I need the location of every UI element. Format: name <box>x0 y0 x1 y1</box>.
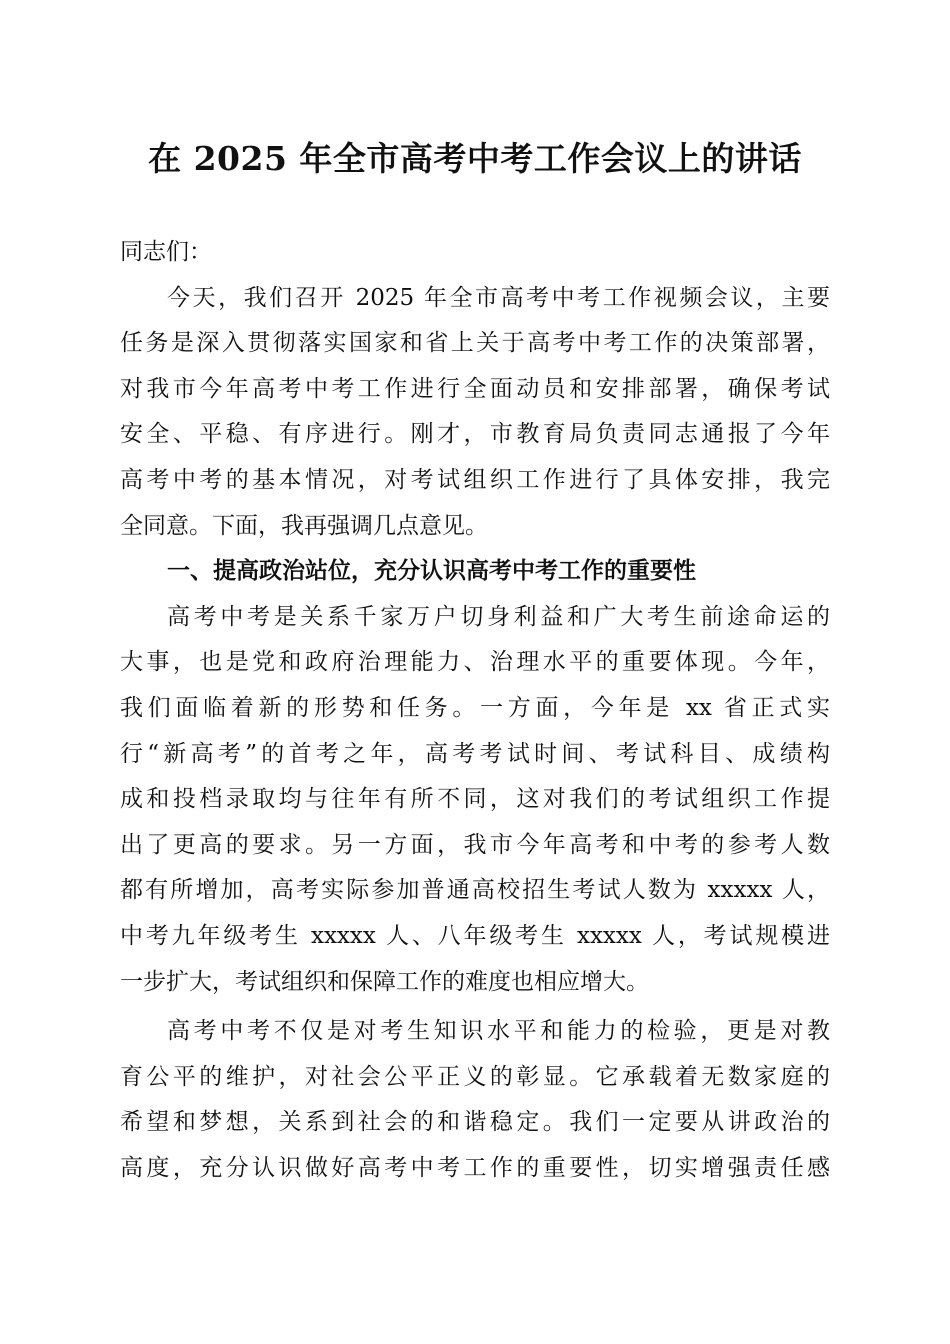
paragraph-line: 出了更高的要求。另一方面，我市今年高考和中考的参考人数 <box>120 831 830 858</box>
paragraph-line: 任务是深入贯彻落实国家和省上关于高考中考工作的决策部署， <box>120 330 830 357</box>
section-heading-1: 一、提高政治站位，充分认识高考中考工作的重要性 <box>167 558 696 585</box>
paragraph-line: 我们面临着新的形势和任务。一方面，今年是 xx 省正式实 <box>120 694 830 721</box>
salutation: 同志们： <box>120 239 212 265</box>
paragraph-line: 成和投档录取均与往年有所不同，这对我们的考试组织工作提 <box>120 786 830 813</box>
paragraph-line: 高考中考是关系千家万户切身利益和广大考生前途命运的 <box>167 603 830 630</box>
paragraph-line: 高度，充分认识做好高考中考工作的重要性，切实增强责任感 <box>120 1154 830 1181</box>
paragraph-line: 中考九年级考生 xxxxx 人、八年级考生 xxxxx 人，考试规模进 <box>120 922 830 949</box>
paragraph-line: 高考中考不仅是对考生知识水平和能力的检验，更是对教 <box>167 1018 830 1045</box>
paragraph-1 <box>120 276 830 550</box>
paragraph-line: 今天，我们召开 2025 年全市高考中考工作视频会议，主要 <box>167 284 830 311</box>
paragraph-line: 一步扩大，考试组织和保障工作的难度也相应增大。 <box>120 968 649 995</box>
paragraph-line: 大事，也是党和政府治理能力、治理水平的重要体现。今年， <box>120 649 830 676</box>
paragraph-3 <box>120 1009 830 1191</box>
paragraph-line: 行“新高考”的首考之年，高考考试时间、考试科目、成绩构 <box>120 740 830 767</box>
paragraph-line: 高考中考的基本情况，对考试组织工作进行了具体安排，我完 <box>120 466 830 493</box>
paragraph-line: 希望和梦想，关系到社会的和谐稳定。我们一定要从讲政治的 <box>120 1109 830 1136</box>
paragraph-2 <box>120 595 830 1005</box>
paragraph-line: 都有所增加，高考实际参加普通高校招生考试人数为 xxxxx 人， <box>120 877 830 904</box>
paragraph-line: 育公平的维护，对社会公平正义的彰显。它承载着无数家庭的 <box>120 1063 830 1090</box>
paragraph-line: 对我市今年高考中考工作进行全面动员和安排部署，确保考试 <box>120 375 830 402</box>
paragraph-line: 安全、平稳、有序进行。刚才，市教育局负责同志通报了今年 <box>120 421 830 448</box>
document-body <box>120 230 830 1191</box>
paragraph-line: 全同意。下面，我再强调几点意见。 <box>120 512 488 539</box>
document-title: 在 2025 年全市高考中考工作会议上的讲话 <box>148 139 802 178</box>
